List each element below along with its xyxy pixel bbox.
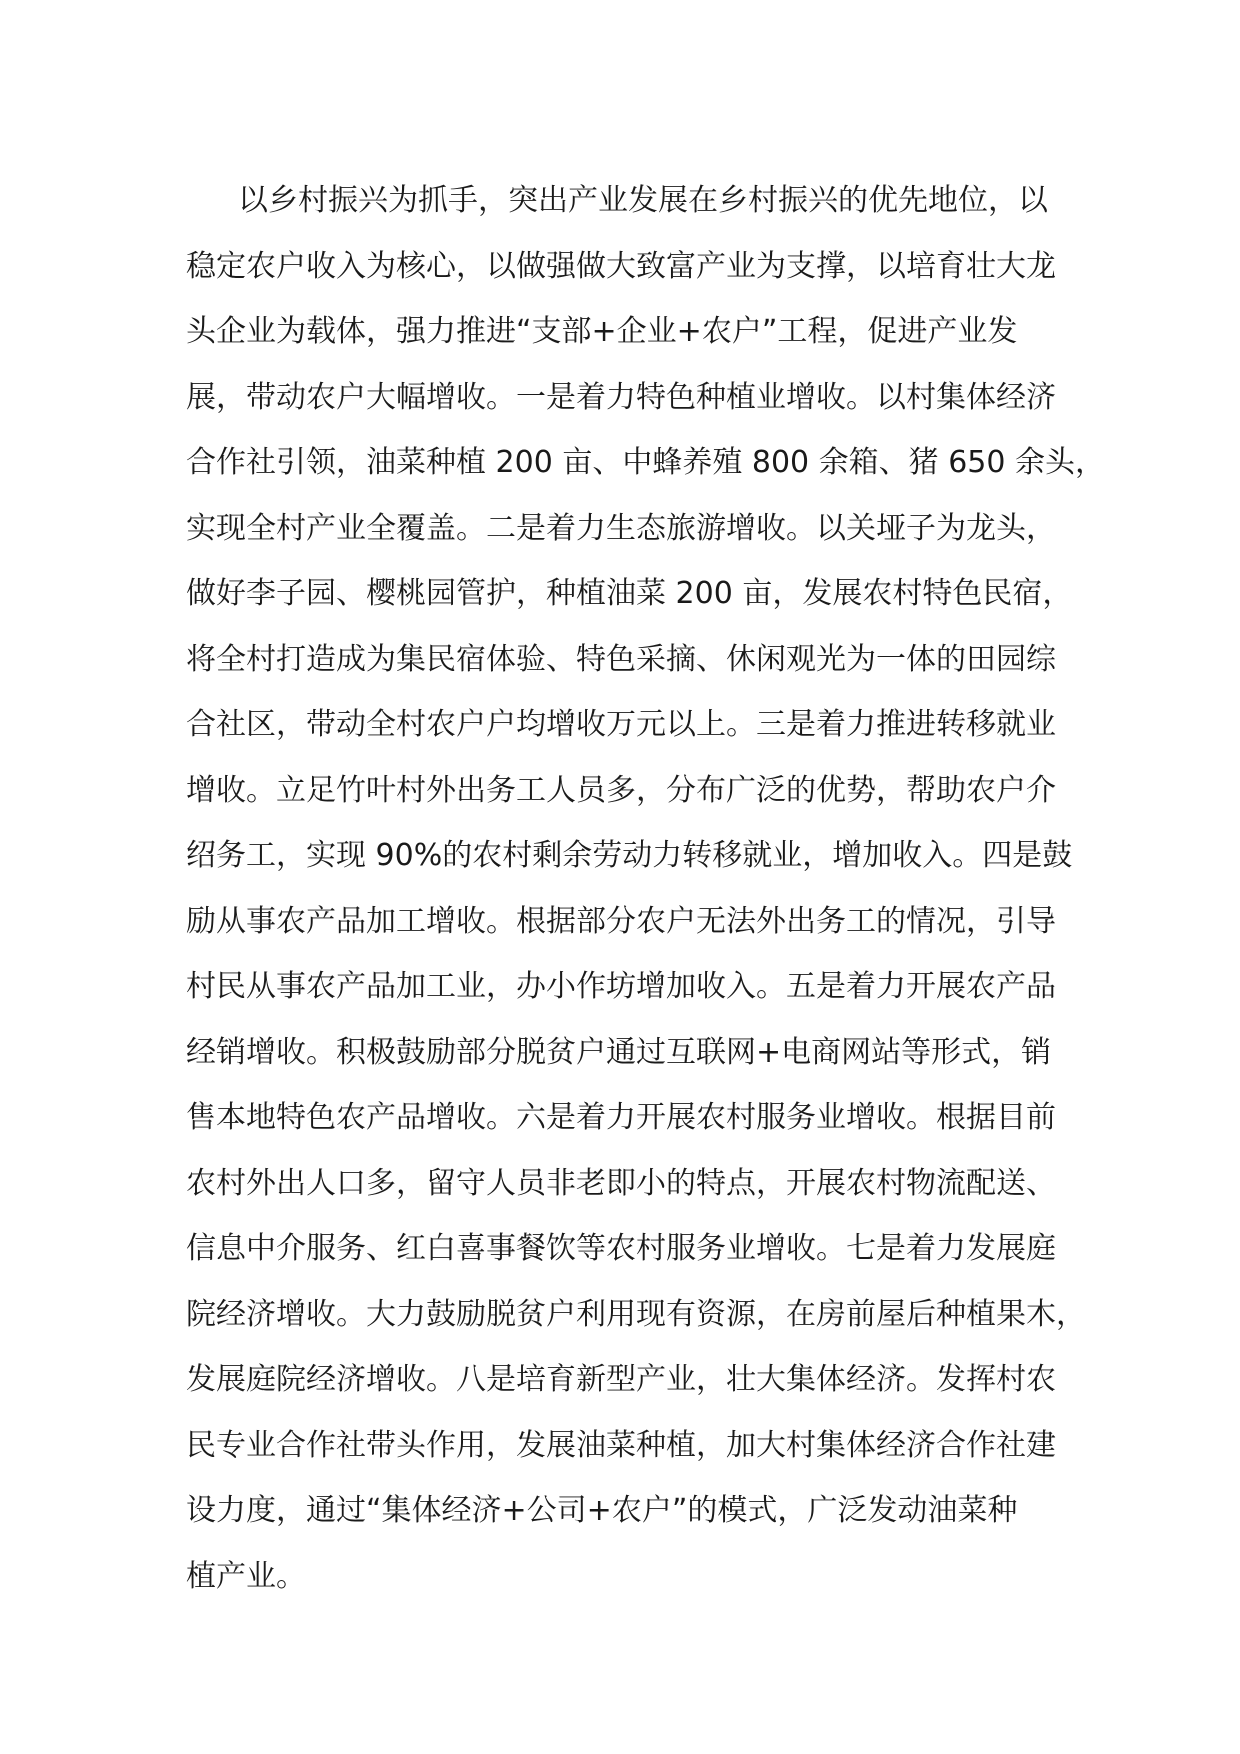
paragraph-line: 将全村打造成为集民宿体验、特色采摘、休闲观光为一体的田园综 <box>186 641 1056 677</box>
paragraph-line: 经销增收。积极鼓励部分脱贫户通过互联网+电商网站等形式，销 <box>186 1034 1052 1070</box>
paragraph-line: 励从事农产品加工增收。根据部分农户无法外出务工的情况，引导 <box>186 903 1056 939</box>
paragraph-line: 设力度，通过“集体经济+公司+农户”的模式，广泛发动油菜种 <box>186 1493 1018 1528</box>
paragraph-line: 植产业。 <box>186 1558 306 1594</box>
body-paragraph <box>186 168 1105 1609</box>
paragraph-line: 增收。立足竹叶村外出务工人员多，分布广泛的优势，帮助农户介 <box>186 772 1056 808</box>
paragraph-line: 农村外出人口多，留守人员非老即小的特点，开展农村物流配送、 <box>186 1165 1056 1201</box>
paragraph-line: 实现全村产业全覆盖。二是着力生态旅游增收。以关垭子为龙头， <box>186 510 1056 546</box>
paragraph-line: 以乡村振兴为抓手，突出产业发展在乡村振兴的优先地位，以 <box>238 183 1048 218</box>
paragraph-line: 信息中介服务、红白喜事餐饮等农村服务业增收。七是着力发展庭 <box>186 1231 1056 1266</box>
paragraph-line: 绍务工，实现 90%的农村剩余劳动力转移就业，增加收入。四是鼓 <box>186 838 1073 873</box>
paragraph-line: 院经济增收。大力鼓励脱贫户利用现有资源，在房前屋后种植果木， <box>186 1296 1086 1332</box>
paragraph-line: 展，带动农户大幅增收。一是着力特色种植业增收。以村集体经济 <box>186 379 1056 415</box>
paragraph-line: 发展庭院经济增收。八是培育新型产业，壮大集体经济。发挥村农 <box>186 1362 1056 1397</box>
paragraph-line: 做好李子园、樱桃园管护，种植油菜 200 亩，发展农村特色民宿， <box>186 576 1073 611</box>
paragraph-line: 合作社引领，油菜种植 200 亩、中蜂养殖 800 余箱、猪 650 余头， <box>186 445 1105 480</box>
paragraph-line: 稳定农户收入为核心，以做强做大致富产业为支撑，以培育壮大龙 <box>186 248 1056 284</box>
paragraph-line: 售本地特色农产品增收。六是着力开展农村服务业增收。根据目前 <box>186 1100 1056 1135</box>
paragraph-line: 村民从事农产品加工业，办小作坊增加收入。五是着力开展农产品 <box>186 969 1056 1004</box>
paragraph-line: 头企业为载体，强力推进“支部+企业+农户”工程，促进产业发 <box>186 314 1018 349</box>
paragraph-line: 合社区，带动全村农户户均增收万元以上。三是着力推进转移就业 <box>186 707 1056 742</box>
paragraph-line: 民专业合作社带头作用，发展油菜种植，加大村集体经济合作社建 <box>186 1427 1056 1463</box>
